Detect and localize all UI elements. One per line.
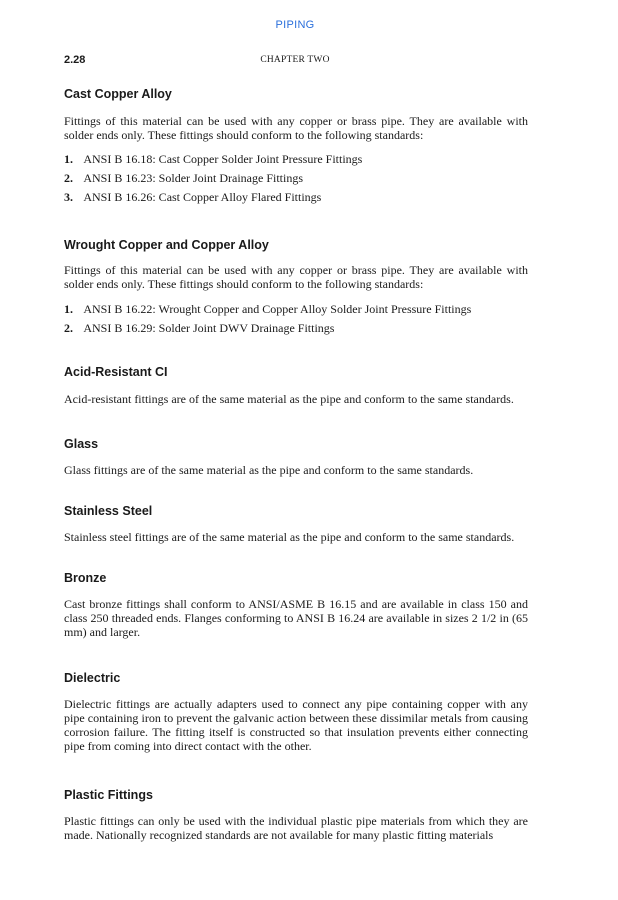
list-item: 2. ANSI B 16.23: Solder Joint Drainage Fittings (64, 171, 304, 185)
section-body-plastic-fittings: Plastic fittings can only be used with the individual plastic pipe materials from which they are made. Nationally recognized standards are not available for many plastic fitting materials (64, 814, 528, 842)
section-heading-dielectric: Dielectric (64, 671, 121, 685)
section-body-dielectric: Dielectric fittings are actually adapters used to connect any pipe containing copper with any pipe containing iron to prevent the galvanic action between these dissimilar metals from causing corrosion failure. The fitting itself is constructed so that insulation prevents either connecting pipe from coming into direct contact with the other. (64, 697, 528, 753)
section-heading-glass: Glass (64, 437, 99, 451)
running-head: PIPING (275, 19, 315, 31)
list-item: 2. ANSI B 16.29: Solder Joint DWV Drainage Fittings (64, 321, 335, 335)
section-heading-stainless-steel: Stainless Steel (64, 504, 153, 518)
section-body-stainless-steel: Stainless steel fittings are of the same material as the pipe and conform to the same standards. (64, 530, 515, 544)
section-heading-acid-resistant: Acid-Resistant CI (64, 365, 168, 379)
section-body-cast-copper-alloy: Fittings of this material can be used with any copper or brass pipe. They are available with solder ends only. These fittings should conform to the following standards: (64, 114, 528, 142)
section-body-bronze: Cast bronze fittings shall conform to ANSI/ASME B 16.15 and are available in class 150 and class 250 threaded ends. Flanges conforming to ANSI B 16.24 are available in sizes 2 1/2 in (65 mm) and larger. (64, 597, 528, 639)
list-item: 3. ANSI B 16.26: Cast Copper Alloy Flared Fittings (64, 190, 322, 204)
section-heading-plastic-fittings: Plastic Fittings (64, 788, 153, 802)
standards-list-wrought-copper (64, 300, 544, 338)
page-number: 2.28 (64, 54, 86, 66)
section-body-acid-resistant: Acid-resistant fittings are of the same material as the pipe and conform to the same standards. (64, 392, 514, 406)
section-heading-bronze: Bronze (64, 571, 107, 585)
standards-list-cast-copper (64, 150, 544, 207)
list-item: 1. ANSI B 16.22: Wrought Copper and Copper Alloy Solder Joint Pressure Fittings (64, 302, 472, 316)
list-item: 1. ANSI B 16.18: Cast Copper Solder Joint Pressure Fittings (64, 152, 363, 166)
section-body-glass: Glass fittings are of the same material as the pipe and conform to the same standards. (64, 463, 474, 477)
section-heading-cast-copper-alloy: Cast Copper Alloy (64, 87, 172, 101)
section-body-wrought-copper: Fittings of this material can be used with any copper or brass pipe. They are available with solder ends only. These fittings should conform to the following standards: (64, 263, 528, 291)
chapter-label: CHAPTER TWO (260, 55, 330, 65)
section-heading-wrought-copper: Wrought Copper and Copper Alloy (64, 238, 269, 252)
